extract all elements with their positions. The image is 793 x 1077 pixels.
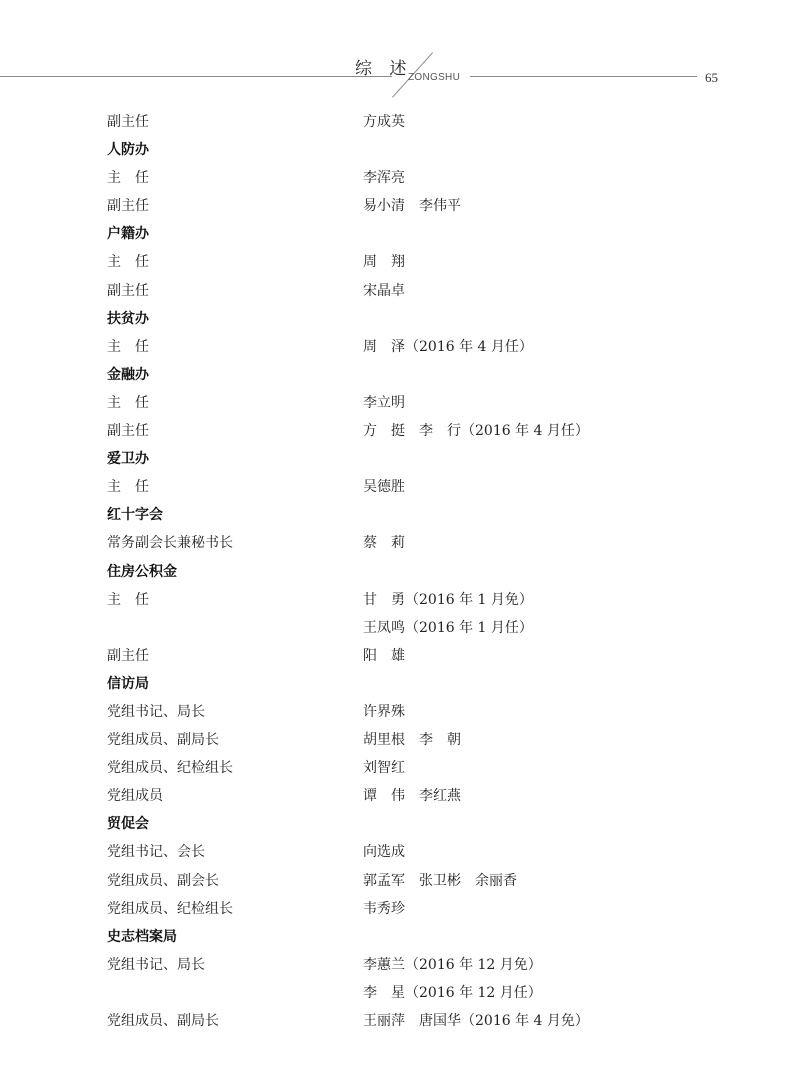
department-heading-row	[0, 136, 793, 164]
department-heading-row	[0, 361, 793, 389]
position-title: 副主任	[107, 114, 149, 130]
department-heading-row	[0, 501, 793, 529]
person-names: 王丽萍 唐国华（2016 年 4 月免）	[363, 1013, 589, 1029]
position-title: 主 任	[107, 254, 149, 271]
position-title: 主 任	[107, 479, 149, 496]
position-title: 副主任	[107, 423, 149, 440]
position-title: 党组成员、副局长	[107, 1013, 219, 1029]
person-names: 宋晶卓	[363, 282, 405, 299]
position-title: 副主任	[107, 647, 149, 664]
personnel-entry-row	[0, 614, 793, 642]
person-names: 王凤鸣（2016 年 1 月任）	[363, 619, 533, 636]
personnel-entry-row	[0, 1007, 793, 1035]
page-number: 65	[705, 70, 718, 85]
department-heading-row	[0, 445, 793, 473]
department-heading: 史志档案局	[107, 928, 177, 945]
personnel-entry-row	[0, 754, 793, 782]
person-names: 周 翔	[363, 254, 405, 271]
department-heading-row	[0, 558, 793, 586]
person-names: 甘 勇（2016 年 1 月免）	[363, 591, 533, 608]
personnel-list	[0, 108, 793, 1035]
department-heading: 住房公积金	[107, 563, 177, 580]
department-heading-row	[0, 670, 793, 698]
department-heading: 红十字会	[107, 507, 163, 524]
person-names: 胡里根 李 朝	[363, 732, 461, 749]
personnel-entry-row	[0, 417, 793, 445]
person-names: 李立明	[363, 394, 405, 411]
personnel-entry-row	[0, 726, 793, 754]
person-names: 方 挺 李 行（2016 年 4 月任）	[363, 423, 589, 440]
person-names: 韦秀珍	[363, 900, 405, 917]
person-names: 李 星（2016 年 12 月任）	[363, 984, 542, 1001]
position-title: 主 任	[107, 170, 149, 187]
personnel-entry-row	[0, 473, 793, 501]
department-heading: 人防办	[107, 142, 149, 159]
personnel-entry-row	[0, 389, 793, 417]
personnel-entry-row	[0, 895, 793, 923]
personnel-entry-row	[0, 333, 793, 361]
personnel-entry-row	[0, 867, 793, 895]
department-heading-row	[0, 810, 793, 838]
person-names: 方成英	[363, 114, 405, 130]
department-heading: 扶贫办	[107, 310, 149, 327]
position-title: 党组成员、副局长	[107, 732, 219, 749]
section-romanization: ZONGSHU	[408, 72, 461, 83]
person-names: 吴德胜	[363, 479, 405, 496]
header-rule-left	[0, 76, 392, 77]
position-title: 党组成员、副会长	[107, 872, 219, 889]
personnel-entry-row	[0, 529, 793, 557]
person-names: 向选成	[363, 844, 405, 861]
department-heading-row	[0, 923, 793, 951]
person-names: 周 泽（2016 年 4 月任）	[363, 338, 533, 355]
position-title: 主 任	[107, 591, 149, 608]
person-names: 郭孟军 张卫彬 余丽香	[363, 872, 517, 889]
department-heading: 信访局	[107, 675, 149, 692]
position-title: 党组成员、纪检组长	[107, 900, 233, 917]
section-title: 综 述	[355, 59, 413, 79]
personnel-entry-row	[0, 698, 793, 726]
person-names: 易小清 李伟平	[363, 198, 461, 215]
department-heading: 爱卫办	[107, 451, 149, 468]
person-names: 李浑亮	[363, 170, 405, 187]
position-title: 党组书记、局长	[107, 956, 205, 973]
department-heading-row	[0, 220, 793, 248]
personnel-entry-row	[0, 192, 793, 220]
position-title: 党组书记、会长	[107, 844, 205, 861]
personnel-entry-row	[0, 277, 793, 305]
personnel-entry-row	[0, 248, 793, 276]
page-header	[0, 0, 793, 100]
position-title: 党组书记、局长	[107, 703, 205, 720]
person-names: 阳 雄	[363, 647, 405, 664]
person-names: 蔡 莉	[363, 535, 405, 552]
personnel-entry-row	[0, 586, 793, 614]
position-title: 党组成员	[107, 788, 163, 805]
personnel-entry-row	[0, 782, 793, 810]
department-heading: 金融办	[107, 366, 149, 383]
personnel-entry-row	[0, 979, 793, 1007]
person-names: 刘智红	[363, 760, 405, 777]
position-title: 副主任	[107, 282, 149, 299]
department-heading: 户籍办	[107, 226, 149, 243]
personnel-entry-row	[0, 164, 793, 192]
personnel-entry-row	[0, 951, 793, 979]
personnel-entry-row	[0, 838, 793, 866]
header-rule-right	[470, 76, 697, 77]
personnel-entry-row	[0, 642, 793, 670]
position-title: 党组成员、纪检组长	[107, 760, 233, 777]
personnel-entry-row	[0, 108, 793, 136]
department-heading: 贸促会	[107, 816, 149, 833]
position-title: 主 任	[107, 394, 149, 411]
department-heading-row	[0, 305, 793, 333]
person-names: 谭 伟 李红燕	[363, 788, 461, 805]
person-names: 李蕙兰（2016 年 12 月免）	[363, 956, 542, 973]
person-names: 许界殊	[363, 703, 405, 720]
position-title: 常务副会长兼秘书长	[107, 535, 233, 552]
position-title: 副主任	[107, 198, 149, 215]
position-title: 主 任	[107, 338, 149, 355]
